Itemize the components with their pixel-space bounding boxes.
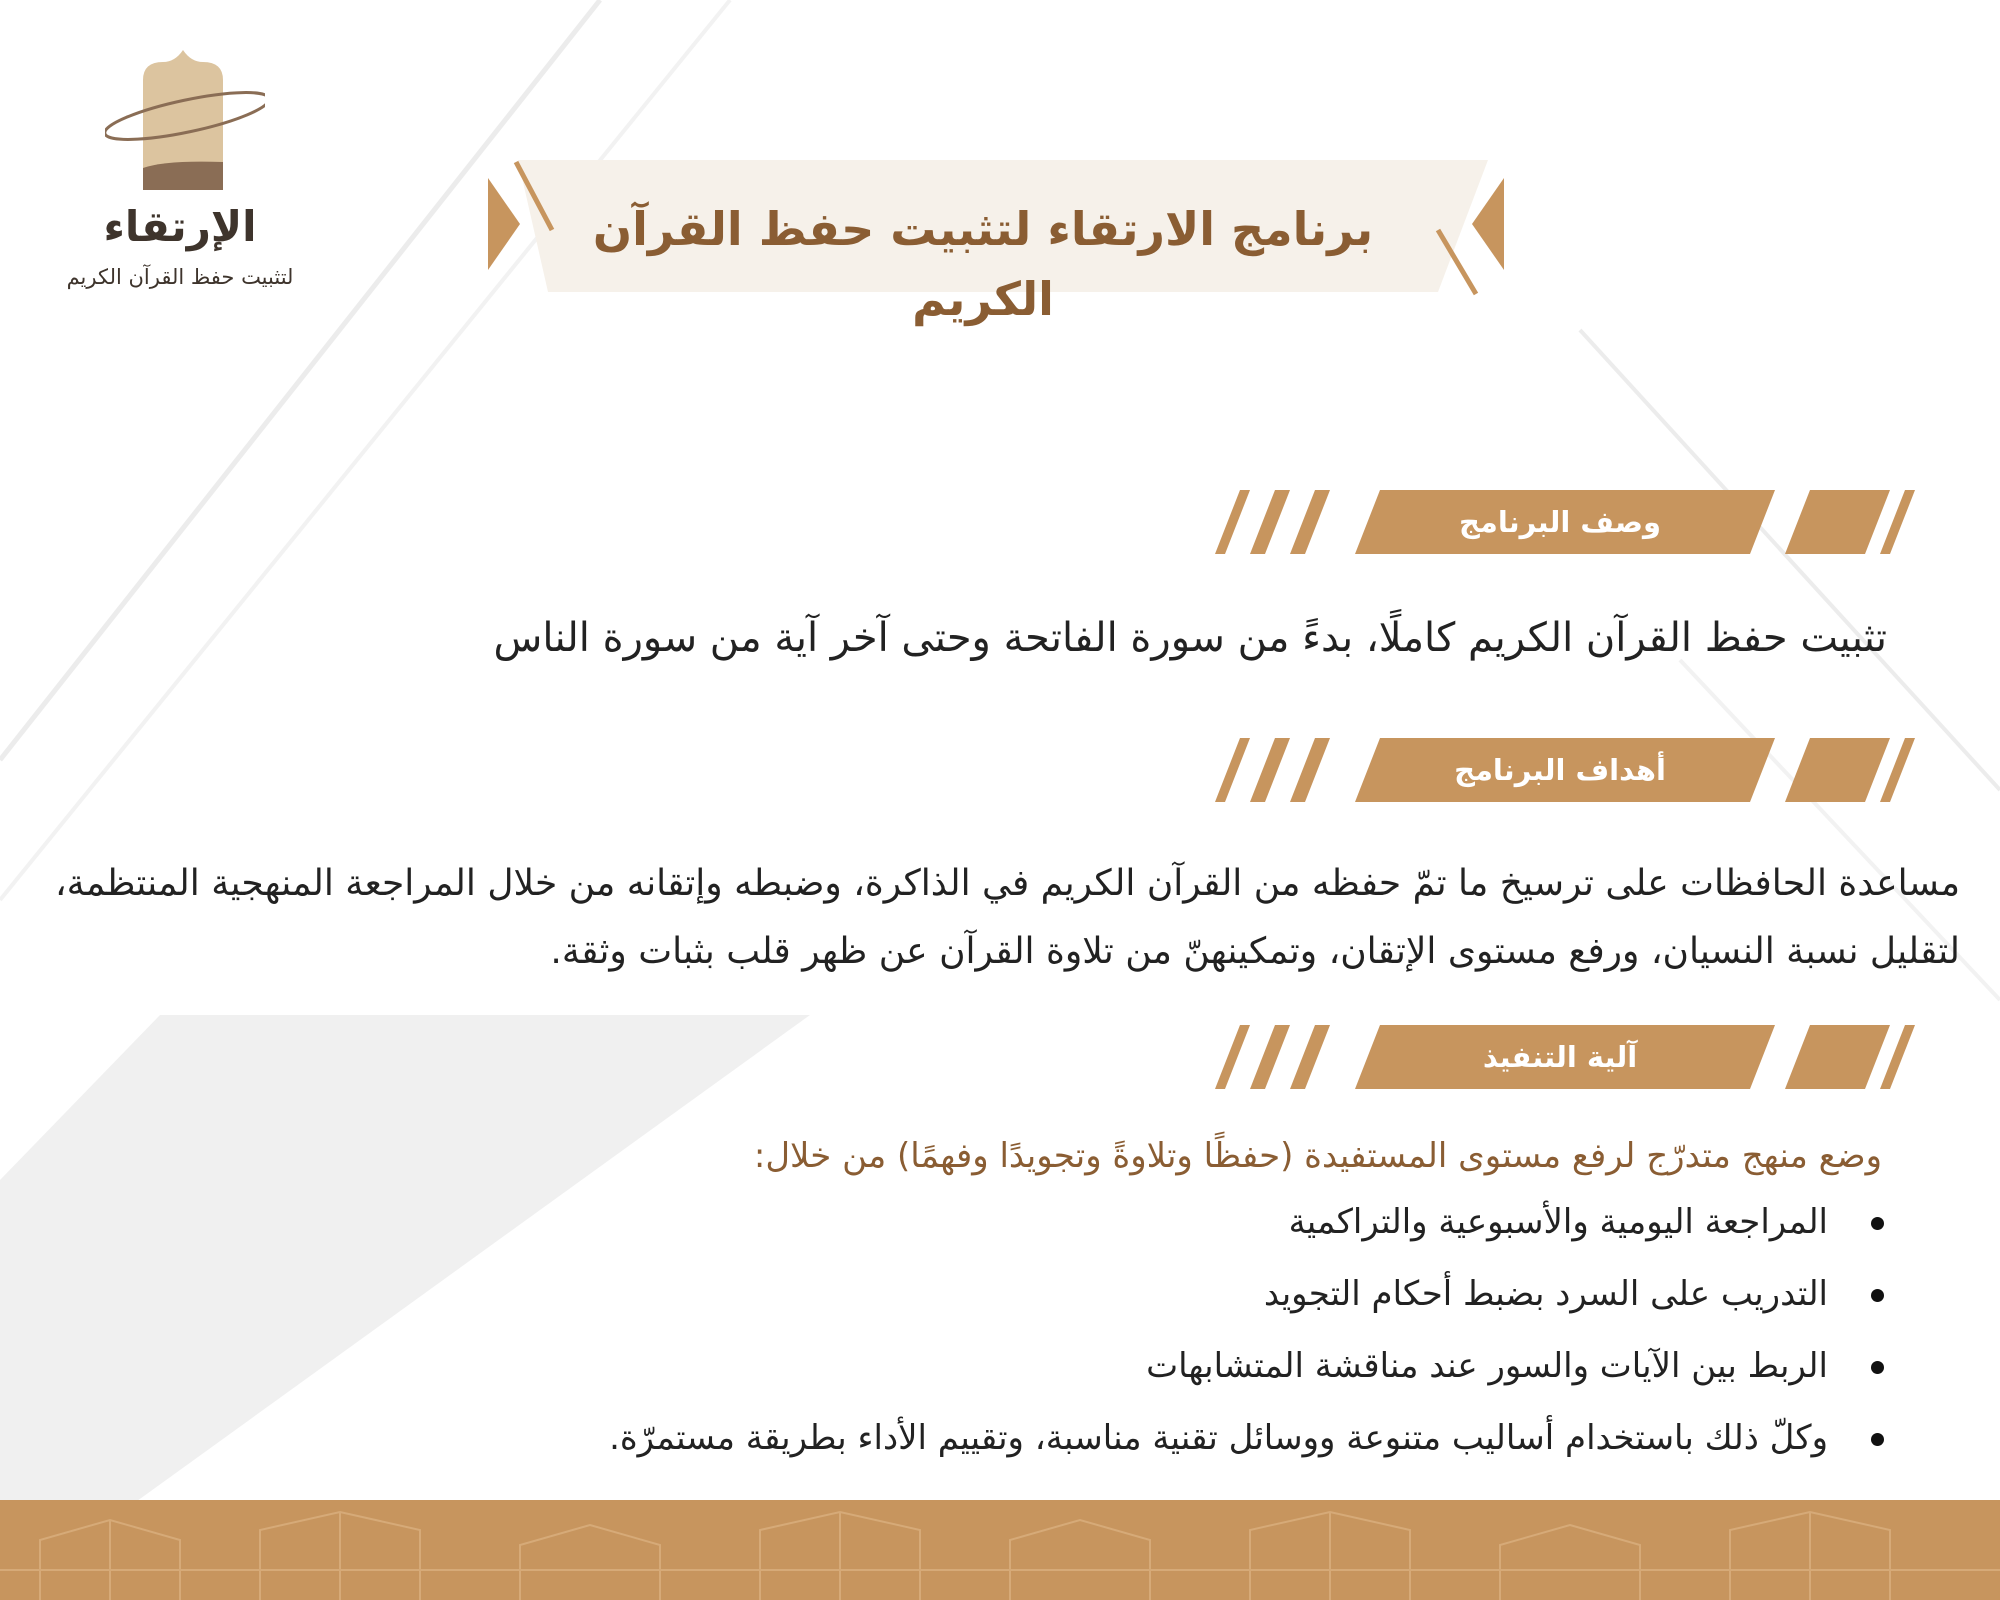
section-header-description <box>1215 490 1915 554</box>
list-item-text: وكلّ ذلك باستخدام أساليب متنوعة ووسائل تقنية مناسبة، وتقييم الأداء بطريقة مستمرّة. <box>609 1418 1828 1458</box>
section-heading-description: وصف البرنامج <box>1458 505 1662 539</box>
bullet-icon <box>1871 1361 1884 1374</box>
bullet-icon <box>1871 1217 1884 1230</box>
description-text: تثبيت حفظ القرآن الكريم كاملًا، بدءً من سورة الفاتحة وحتى آخر آية من سورة الناس <box>493 615 1887 661</box>
list-item <box>388 1336 1888 1408</box>
list-item-text: المراجعة اليومية والأسبوعية والتراكمية <box>1288 1202 1828 1242</box>
mechanism-intro: وضع منهج متدرّج لرفع مستوى المستفيدة (حفظًا وتلاوةً وتجويدًا وفهمًا) من خلال: <box>753 1136 1882 1176</box>
section-heading-goals: أهداف البرنامج <box>1454 753 1666 787</box>
goals-text: مساعدة الحافظات على ترسيخ ما تمّ حفظه من القرآن الكريم في الذاكرة، وضبطه وإتقانه من خلال المراجعة المنهجية المنتظمة، لتقليل نسبة النسيان، ورفع مستوى الإتقان، وتمكينهنّ من تلاوة القرآن عن ظهر قلب بثبات وثقة. <box>55 863 1960 972</box>
page-title: برنامج الارتقاء لتثبيت حفظ القرآن الكريم <box>592 202 1374 326</box>
list-item <box>388 1264 1888 1336</box>
bullet-icon <box>1871 1289 1884 1302</box>
footer-band <box>0 1500 2000 1600</box>
dome-icon <box>105 50 265 190</box>
kaaba-pattern-decoration <box>0 1500 2000 1600</box>
list-item <box>388 1192 1888 1264</box>
list-item-text: الربط بين الآيات والسور عند مناقشة المتشابهات <box>1146 1346 1828 1386</box>
section-header-goals <box>1215 738 1915 802</box>
list-item <box>388 1408 1888 1480</box>
brand-tagline: لتثبيت حفظ القرآن الكريم <box>66 265 294 289</box>
mechanism-list <box>388 1192 1888 1480</box>
title-banner <box>488 158 1508 326</box>
list-item-text: التدريب على السرد بضبط أحكام التجويد <box>1263 1274 1828 1314</box>
section-header-mechanism <box>1215 1025 1915 1089</box>
brand-logo <box>40 50 320 310</box>
brand-name: الإرتقاء <box>103 202 257 251</box>
bullet-icon <box>1871 1433 1884 1446</box>
section-heading-mechanism: آلية التنفيذ <box>1482 1040 1638 1074</box>
